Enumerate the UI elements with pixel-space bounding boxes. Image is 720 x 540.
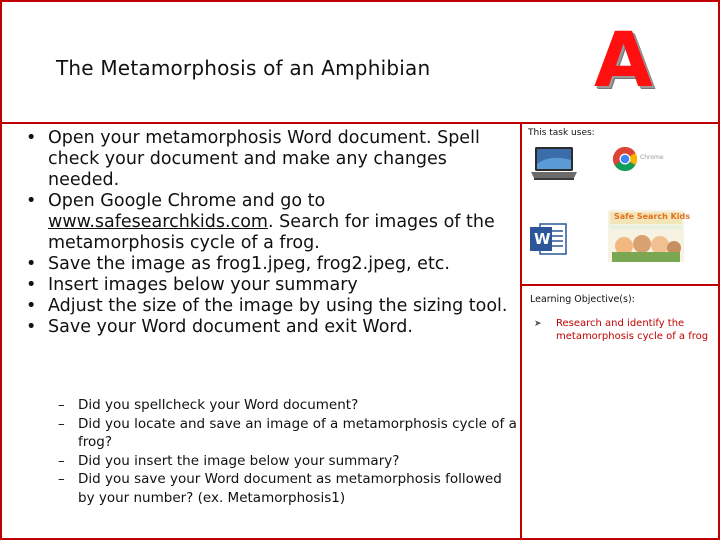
learning-objective-label: Learning Objective(s): [530,294,635,305]
chrome-label: Chrome [640,154,664,161]
word-icon: W [528,220,568,258]
instruction-item: • Save the image as frog1.jpeg, frog2.jpeg, etc. [26,254,450,274]
instruction-item: • Save your Word document and exit Word. [26,317,413,337]
slide-title: The Metamorphosis of an Amphibian [56,56,431,80]
checklist [58,396,520,507]
instruction-list [18,128,508,338]
arrow-bullet-icon: ➤ [534,319,542,329]
learning-objective-item: ➤ Research and identify the metamorphosis cycle of a frog [534,318,709,342]
instruction-item: • Open Google Chrome and go to www.safesearchkids.com. Search for images of the metamorphosis cycle of a frog. [26,191,495,253]
safesearchkids-icon: Safe Search Kids [608,210,684,262]
laptop-icon [530,146,578,182]
checklist-item: – Did you locate and save an image of a metamorphosis cycle of a frog? [58,415,517,450]
chrome-icon [612,146,642,176]
safesearchkids-link[interactable]: www.safesearchkids.com [48,212,268,232]
instruction-item: • Adjust the size of the image by using the sizing tool. [26,296,508,316]
task-uses-label: This task uses: [528,128,595,138]
instruction-item: • Insert images below your summary [26,275,358,295]
checklist-item: – Did you save your Word document as metamorphosis followed by your number? (ex. Metamorphosis1) [58,471,502,506]
checklist-item: – Did you insert the image below your summary? [58,452,400,469]
grade-letter: A [594,15,653,104]
instruction-item: • Open your metamorphosis Word document. Spell check your document and make any changes needed. [26,128,480,190]
checklist-item: – Did you spellcheck your Word document? [58,397,359,413]
